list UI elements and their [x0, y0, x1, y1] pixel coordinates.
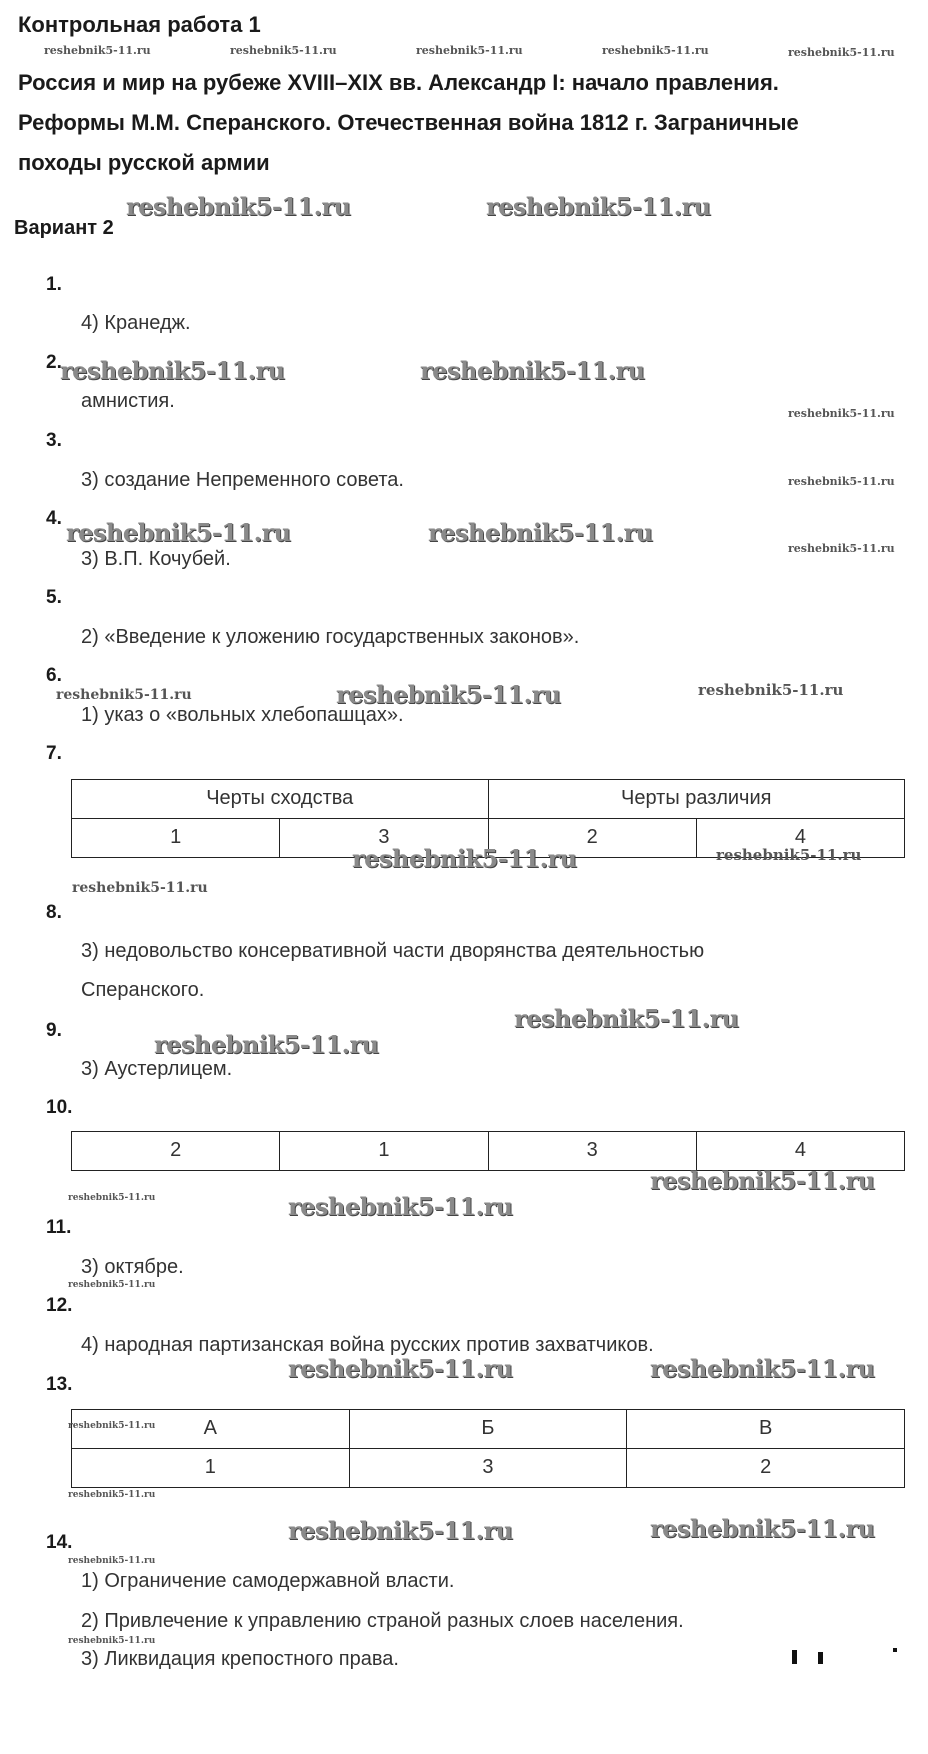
watermark: reshebnik5-11.ru: [788, 542, 895, 555]
watermark: reshebnik5-11.ru: [288, 1516, 513, 1545]
watermark: reshebnik5-11.ru: [230, 44, 337, 57]
answer-8-line-2: Сперанского.: [81, 979, 205, 1001]
watermark: reshebnik5-11.ru: [336, 680, 561, 709]
answer-11: 3) октябре.: [81, 1256, 184, 1278]
subtitle-line-3: походы русской армии: [18, 150, 270, 175]
question-number-3: 3.: [46, 430, 62, 451]
watermark: reshebnik5-11.ru: [288, 1354, 513, 1383]
variant-label: Вариант 2: [14, 217, 114, 239]
watermark: reshebnik5-11.ru: [288, 1192, 513, 1221]
watermark: reshebnik5-11.ru: [420, 356, 645, 385]
watermark: reshebnik5-11.ru: [44, 44, 151, 57]
answer-3: 3) создание Непременного совета.: [81, 469, 404, 491]
question-number-1: 1.: [46, 274, 62, 295]
answer-8-line-1: 3) недовольство консервативной части дворянства деятельностью: [81, 940, 705, 962]
watermark: reshebnik5-11.ru: [68, 1636, 156, 1646]
table-cell: 1: [72, 1449, 350, 1488]
watermark: reshebnik5-11.ru: [68, 1280, 156, 1290]
answer-1: 4) Кранедж.: [81, 312, 191, 334]
watermark: reshebnik5-11.ru: [68, 1490, 156, 1500]
question-number-6: 6.: [46, 665, 62, 686]
table-header-v: В: [627, 1410, 905, 1449]
question-number-8: 8.: [46, 902, 62, 923]
question-number-4: 4.: [46, 508, 62, 529]
watermark: reshebnik5-11.ru: [416, 44, 523, 57]
page-title: Контрольная работа 1: [18, 12, 261, 37]
question-number-13: 13.: [46, 1374, 73, 1395]
answer-table-13: [71, 1409, 905, 1488]
watermark: reshebnik5-11.ru: [352, 844, 577, 873]
answer-12: 4) народная партизанская война русских против захватчиков.: [81, 1334, 654, 1356]
watermark: reshebnik5-11.ru: [788, 46, 895, 59]
watermark: reshebnik5-11.ru: [56, 687, 192, 703]
table-cell: 2: [488, 819, 696, 858]
watermark: reshebnik5-11.ru: [650, 1514, 875, 1543]
watermark: reshebnik5-11.ru: [650, 1166, 875, 1195]
answer-4: 3) В.П. Кочубей.: [81, 548, 231, 570]
watermark: reshebnik5-11.ru: [698, 681, 844, 699]
watermark: reshebnik5-11.ru: [650, 1354, 875, 1383]
answer-6: 1) указ о «вольных хлебопашцах».: [81, 704, 404, 726]
table-cell: 3: [488, 1132, 696, 1171]
answer-5: 2) «Введение к уложению государственных законов».: [81, 626, 580, 648]
question-number-7: 7.: [46, 743, 62, 764]
watermark: reshebnik5-11.ru: [66, 518, 291, 547]
scan-mark: [792, 1650, 797, 1664]
question-number-5: 5.: [46, 587, 62, 608]
watermark: reshebnik5-11.ru: [428, 518, 653, 547]
table-cell: 3: [349, 1449, 627, 1488]
subtitle-line-1: Россия и мир на рубеже XVIII–XIX вв. Александр I: начало правления.: [18, 70, 779, 95]
question-number-12: 12.: [46, 1295, 73, 1316]
table-cell: 4: [696, 1132, 904, 1171]
answer-9: 3) Аустерлицем.: [81, 1058, 233, 1080]
watermark: reshebnik5-11.ru: [716, 846, 862, 864]
answer-14-item-3: 3) Ликвидация крепостного права.: [81, 1648, 399, 1670]
table-header-b: Б: [349, 1410, 627, 1449]
scan-mark: [818, 1652, 823, 1664]
table-header-similar: Черты сходства: [72, 780, 489, 819]
question-number-14: 14.: [46, 1532, 73, 1553]
answer-table-10: [71, 1131, 905, 1171]
table-cell: 2: [627, 1449, 905, 1488]
scan-mark: [893, 1648, 897, 1652]
watermark: reshebnik5-11.ru: [514, 1004, 739, 1033]
table-header-differences: Черты различия: [488, 780, 905, 819]
watermark: reshebnik5-11.ru: [68, 1421, 156, 1431]
answer-2: амнистия.: [81, 390, 175, 412]
table-cell: 4: [696, 819, 904, 858]
question-number-10: 10.: [46, 1097, 73, 1118]
question-number-9: 9.: [46, 1020, 62, 1041]
answer-14-item-1: 1) Ограничение самодержавной власти.: [81, 1570, 455, 1592]
answer-14-item-2: 2) Привлечение к управлению страной разных слоев населения.: [81, 1610, 684, 1632]
table-cell: 3: [280, 819, 488, 858]
table-cell: 2: [72, 1132, 280, 1171]
watermark: reshebnik5-11.ru: [788, 407, 895, 420]
table-cell: 1: [72, 819, 280, 858]
watermark: reshebnik5-11.ru: [68, 1556, 156, 1566]
watermark: reshebnik5-11.ru: [60, 356, 285, 385]
watermark: reshebnik5-11.ru: [72, 880, 208, 896]
watermark: reshebnik5-11.ru: [486, 192, 711, 221]
watermark: reshebnik5-11.ru: [602, 44, 709, 57]
watermark: reshebnik5-11.ru: [126, 192, 351, 221]
question-number-11: 11.: [46, 1217, 72, 1238]
watermark: reshebnik5-11.ru: [68, 1193, 156, 1203]
subtitle-line-2: Реформы М.М. Сперанского. Отечественная война 1812 г. Заграничные: [18, 110, 799, 135]
table-cell: 1: [280, 1132, 488, 1171]
question-number-2: 2.: [46, 352, 62, 373]
table-header-a: А: [72, 1410, 350, 1449]
watermark: reshebnik5-11.ru: [788, 475, 895, 488]
watermark: reshebnik5-11.ru: [154, 1030, 379, 1059]
